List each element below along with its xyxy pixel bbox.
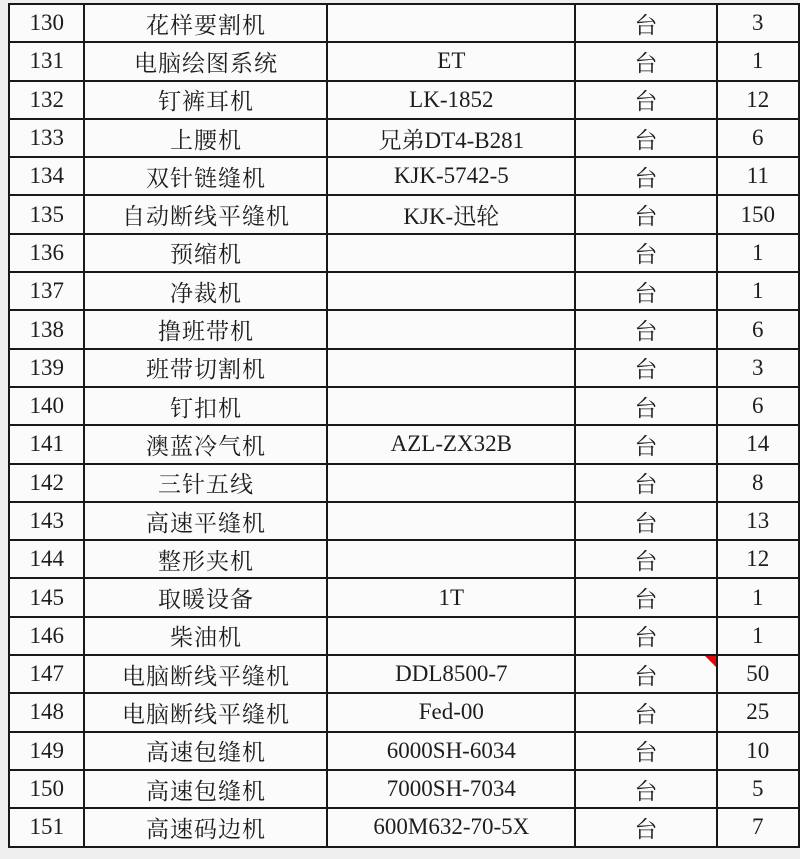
cell-quantity[interactable]	[717, 387, 799, 425]
cell-model[interactable]	[327, 234, 575, 272]
quantity-text: 1	[752, 584, 764, 610]
equipment-name-text: 钉扣机	[169, 395, 242, 421]
equipment-name-text: 预缩机	[169, 242, 242, 268]
cell-unit[interactable]	[575, 502, 716, 540]
row-number-text: 150	[29, 776, 64, 802]
cell-equipment-name[interactable]	[84, 693, 327, 731]
quantity-text: 1	[752, 278, 764, 304]
row-number-text: 138	[29, 316, 64, 342]
equipment-name-text: 高速包缝机	[145, 740, 266, 766]
table-row	[9, 502, 799, 540]
unit-text: 台	[634, 89, 658, 115]
cell-model[interactable]	[327, 808, 575, 846]
row-number-text: 136	[29, 239, 64, 265]
equipment-name-text: 高速包缝机	[145, 778, 266, 804]
quantity-text: 7	[752, 814, 764, 840]
cell-equipment-name[interactable]	[84, 617, 327, 655]
cell-row-number[interactable]	[9, 808, 84, 846]
table-row	[9, 81, 799, 119]
equipment-name-text: 双针链缝机	[145, 165, 266, 191]
equipment-name-text: 钉裤耳机	[157, 89, 254, 115]
cell-equipment-name[interactable]	[84, 157, 327, 195]
table-row	[9, 808, 799, 846]
unit-text: 台	[634, 127, 658, 153]
row-number-text: 143	[29, 508, 64, 533]
cell-model[interactable]	[327, 502, 575, 540]
row-number-text: 147	[29, 661, 64, 687]
cell-model[interactable]	[327, 310, 575, 348]
row-number-text: 141	[29, 431, 64, 457]
cell-row-number[interactable]	[9, 770, 84, 808]
row-number-text: 142	[29, 469, 64, 495]
cell-unit[interactable]	[575, 693, 716, 731]
unit-text: 台	[634, 740, 658, 766]
quantity-text: 6	[752, 393, 764, 419]
model-text: 7000SH-7034	[386, 776, 516, 802]
cell-quantity[interactable]	[717, 195, 799, 233]
cell-quantity[interactable]	[717, 732, 799, 770]
table-row	[9, 272, 799, 310]
table-row	[9, 617, 799, 655]
cell-quantity[interactable]	[717, 502, 799, 540]
table-row	[9, 4, 799, 42]
cell-quantity[interactable]	[717, 42, 799, 80]
model-text: DDL8500-7	[395, 661, 508, 687]
cell-model[interactable]	[327, 770, 575, 808]
row-number-text: 148	[29, 699, 64, 725]
cell-row-number[interactable]	[9, 617, 84, 655]
model-text: 6000SH-6034	[386, 737, 516, 763]
cell-unit[interactable]	[575, 540, 716, 578]
spreadsheet-region	[8, 3, 800, 848]
table-row	[9, 655, 799, 693]
unit-text: 台	[634, 587, 658, 613]
cell-row-number[interactable]	[9, 310, 84, 348]
cell-model[interactable]	[327, 349, 575, 387]
model-text: 兄弟DT4-B281	[378, 127, 525, 153]
cell-unit[interactable]	[575, 4, 716, 42]
cell-unit[interactable]	[575, 119, 716, 157]
cell-model[interactable]	[327, 387, 575, 425]
cell-equipment-name[interactable]	[84, 195, 327, 233]
cell-comment-indicator-icon	[705, 656, 716, 667]
cell-model[interactable]	[327, 693, 575, 731]
cell-model[interactable]	[327, 195, 575, 233]
cell-unit[interactable]	[575, 195, 716, 233]
cell-quantity[interactable]	[717, 310, 799, 348]
quantity-text: 14	[746, 431, 770, 457]
cell-equipment-name[interactable]	[84, 425, 327, 463]
cell-quantity[interactable]	[717, 540, 799, 578]
cell-quantity[interactable]	[717, 349, 799, 387]
table-row	[9, 119, 799, 157]
cell-row-number[interactable]	[9, 655, 84, 693]
cell-quantity[interactable]	[717, 578, 799, 616]
cell-unit[interactable]	[575, 310, 716, 348]
cell-unit[interactable]	[575, 770, 716, 808]
model-text: KJK-5742-5	[393, 163, 509, 189]
cell-model[interactable]	[327, 272, 575, 310]
table-row	[9, 464, 799, 502]
cell-row-number[interactable]	[9, 4, 84, 42]
cell-model[interactable]	[327, 157, 575, 195]
equipment-name-text: 取暖设备	[157, 587, 254, 613]
equipment-name-text: 澳蓝冷气机	[145, 433, 266, 459]
cell-quantity[interactable]	[717, 157, 799, 195]
cell-model[interactable]	[327, 540, 575, 578]
quantity-text: 6	[752, 125, 764, 151]
unit-text: 台	[634, 510, 658, 536]
table-row	[9, 693, 799, 731]
cell-quantity[interactable]	[717, 272, 799, 310]
cell-row-number[interactable]	[9, 732, 84, 770]
cell-unit[interactable]	[575, 234, 716, 272]
cell-unit[interactable]	[575, 655, 716, 693]
quantity-text: 1	[752, 622, 764, 648]
cell-row-number[interactable]	[9, 387, 84, 425]
unit-text: 台	[634, 472, 658, 498]
row-number-text: 130	[29, 10, 64, 36]
cell-unit[interactable]	[575, 464, 716, 502]
cell-equipment-name[interactable]	[84, 464, 327, 502]
cell-quantity[interactable]	[717, 770, 799, 808]
cell-quantity[interactable]	[717, 617, 799, 655]
unit-text: 台	[634, 204, 658, 230]
cell-row-number[interactable]	[9, 157, 84, 195]
cell-equipment-name[interactable]	[84, 119, 327, 157]
cell-equipment-name[interactable]	[84, 578, 327, 616]
equipment-table	[8, 3, 800, 848]
quantity-text: 6	[752, 316, 764, 342]
quantity-text: 11	[746, 163, 769, 189]
table-row	[9, 195, 799, 233]
cell-model[interactable]	[327, 4, 575, 42]
cell-model[interactable]	[327, 42, 575, 80]
cell-equipment-name[interactable]	[84, 310, 327, 348]
cell-row-number[interactable]	[9, 349, 84, 387]
unit-text: 台	[634, 357, 658, 383]
model-text: LK-1852	[409, 86, 494, 112]
cell-unit[interactable]	[575, 81, 716, 119]
cell-equipment-name[interactable]	[84, 234, 327, 272]
cell-unit[interactable]	[575, 387, 716, 425]
cell-unit[interactable]	[575, 272, 716, 310]
row-number-text: 146	[29, 622, 64, 648]
cell-equipment-name[interactable]	[84, 4, 327, 42]
equipment-table-body	[9, 4, 799, 847]
equipment-name-text: 三针五线	[157, 472, 254, 498]
cell-equipment-name[interactable]	[84, 349, 327, 387]
cell-unit[interactable]	[575, 732, 716, 770]
model-text: 600M632-70-5X	[373, 814, 530, 840]
equipment-name-text: 电脑断线平缝机	[121, 663, 290, 689]
cell-model[interactable]	[327, 617, 575, 655]
quantity-text: 12	[746, 546, 770, 572]
quantity-text: 10	[746, 737, 770, 763]
cell-quantity[interactable]	[717, 808, 799, 846]
cell-unit[interactable]	[575, 808, 716, 846]
cell-equipment-name[interactable]	[84, 808, 327, 846]
quantity-text: 25	[746, 699, 770, 725]
cell-equipment-name[interactable]	[84, 272, 327, 310]
row-number-text: 149	[29, 737, 64, 763]
model-text: 1T	[438, 584, 465, 610]
model-text: Fed-00	[418, 699, 484, 725]
unit-text: 台	[634, 395, 658, 421]
cell-quantity[interactable]	[717, 464, 799, 502]
cell-row-number[interactable]	[9, 42, 84, 80]
cell-quantity[interactable]	[717, 693, 799, 731]
cell-unit[interactable]	[575, 425, 716, 463]
cell-equipment-name[interactable]	[84, 732, 327, 770]
cell-quantity[interactable]	[717, 234, 799, 272]
cell-model[interactable]	[327, 119, 575, 157]
cell-row-number[interactable]	[9, 464, 84, 502]
unit-text: 台	[634, 12, 658, 38]
row-number-text: 133	[29, 125, 64, 151]
cell-row-number[interactable]	[9, 693, 84, 731]
table-row	[9, 387, 799, 425]
cell-model[interactable]	[327, 732, 575, 770]
unit-text: 台	[634, 816, 658, 842]
cell-unit[interactable]	[575, 578, 716, 616]
cell-equipment-name[interactable]	[84, 540, 327, 578]
cell-row-number[interactable]	[9, 425, 84, 463]
cell-row-number[interactable]	[9, 81, 84, 119]
row-number-text: 145	[29, 584, 64, 610]
quantity-text: 13	[746, 508, 770, 533]
table-row	[9, 770, 799, 808]
cell-quantity[interactable]	[717, 655, 799, 693]
cell-row-number[interactable]	[9, 540, 84, 578]
equipment-name-text: 上腰机	[169, 127, 242, 153]
unit-text: 台	[634, 625, 658, 651]
cell-model[interactable]	[327, 464, 575, 502]
row-number-text: 131	[29, 48, 64, 74]
cell-unit[interactable]	[575, 42, 716, 80]
unit-text: 台	[634, 548, 658, 574]
cell-row-number[interactable]	[9, 234, 84, 272]
unit-text: 台	[634, 280, 658, 306]
cell-row-number[interactable]	[9, 195, 84, 233]
quantity-text: 3	[752, 10, 764, 36]
row-number-text: 134	[29, 163, 64, 189]
table-row	[9, 425, 799, 463]
unit-text: 台	[634, 778, 658, 804]
equipment-name-text: 撸班带机	[157, 319, 254, 345]
equipment-name-text: 电脑断线平缝机	[121, 701, 290, 727]
cell-equipment-name[interactable]	[84, 387, 327, 425]
row-number-text: 135	[29, 201, 64, 227]
row-number-text: 151	[29, 814, 64, 840]
cell-quantity[interactable]	[717, 119, 799, 157]
equipment-name-text: 整形夹机	[157, 548, 254, 574]
row-number-text: 140	[29, 393, 64, 419]
unit-text: 台	[634, 242, 658, 268]
cell-model[interactable]	[327, 81, 575, 119]
table-row	[9, 234, 799, 272]
quantity-text: 12	[746, 86, 770, 112]
table-row	[9, 349, 799, 387]
cell-unit[interactable]	[575, 349, 716, 387]
unit-text: 台	[634, 663, 658, 689]
equipment-name-text: 高速平缝机	[145, 510, 266, 536]
model-text: AZL-ZX32B	[390, 431, 512, 457]
table-row	[9, 732, 799, 770]
quantity-text: 3	[752, 354, 764, 380]
model-text: KJK-迅轮	[403, 204, 500, 230]
table-row	[9, 157, 799, 195]
quantity-text: 50	[746, 661, 770, 687]
row-number-text: 139	[29, 354, 64, 380]
row-number-text: 137	[29, 278, 64, 304]
unit-text: 台	[634, 50, 658, 76]
equipment-name-text: 柴油机	[169, 625, 242, 651]
quantity-text: 1	[752, 239, 764, 265]
cell-equipment-name[interactable]	[84, 502, 327, 540]
cell-quantity[interactable]	[717, 425, 799, 463]
equipment-name-text: 班带切割机	[145, 357, 266, 383]
quantity-text: 8	[752, 469, 764, 495]
cell-model[interactable]	[327, 425, 575, 463]
quantity-text: 150	[740, 201, 776, 227]
unit-text: 台	[634, 433, 658, 459]
equipment-name-text: 净裁机	[169, 280, 242, 306]
unit-text: 台	[634, 701, 658, 727]
equipment-name-text: 花样要割机	[145, 12, 266, 38]
equipment-name-text: 自动断线平缝机	[121, 204, 290, 230]
cell-quantity[interactable]	[717, 4, 799, 42]
cell-equipment-name[interactable]	[84, 81, 327, 119]
unit-text: 台	[634, 319, 658, 345]
cell-equipment-name[interactable]	[84, 770, 327, 808]
table-row	[9, 540, 799, 578]
cell-equipment-name[interactable]	[84, 655, 327, 693]
quantity-text: 5	[752, 776, 764, 802]
quantity-text: 1	[752, 48, 764, 74]
unit-text: 台	[634, 165, 658, 191]
equipment-name-text: 电脑绘图系统	[133, 50, 278, 76]
cell-model[interactable]	[327, 655, 575, 693]
cell-row-number[interactable]	[9, 578, 84, 616]
table-row	[9, 578, 799, 616]
row-number-text: 144	[29, 546, 64, 572]
cell-quantity[interactable]	[717, 81, 799, 119]
table-row	[9, 42, 799, 80]
cell-model[interactable]	[327, 578, 575, 616]
table-row	[9, 310, 799, 348]
row-number-text: 132	[29, 86, 64, 112]
cell-equipment-name[interactable]	[84, 42, 327, 80]
cell-unit[interactable]	[575, 617, 716, 655]
cell-unit[interactable]	[575, 157, 716, 195]
cell-row-number[interactable]	[9, 502, 84, 540]
equipment-name-text: 高速码边机	[145, 816, 266, 842]
model-text: ET	[437, 48, 466, 74]
cell-row-number[interactable]	[9, 272, 84, 310]
cell-row-number[interactable]	[9, 119, 84, 157]
